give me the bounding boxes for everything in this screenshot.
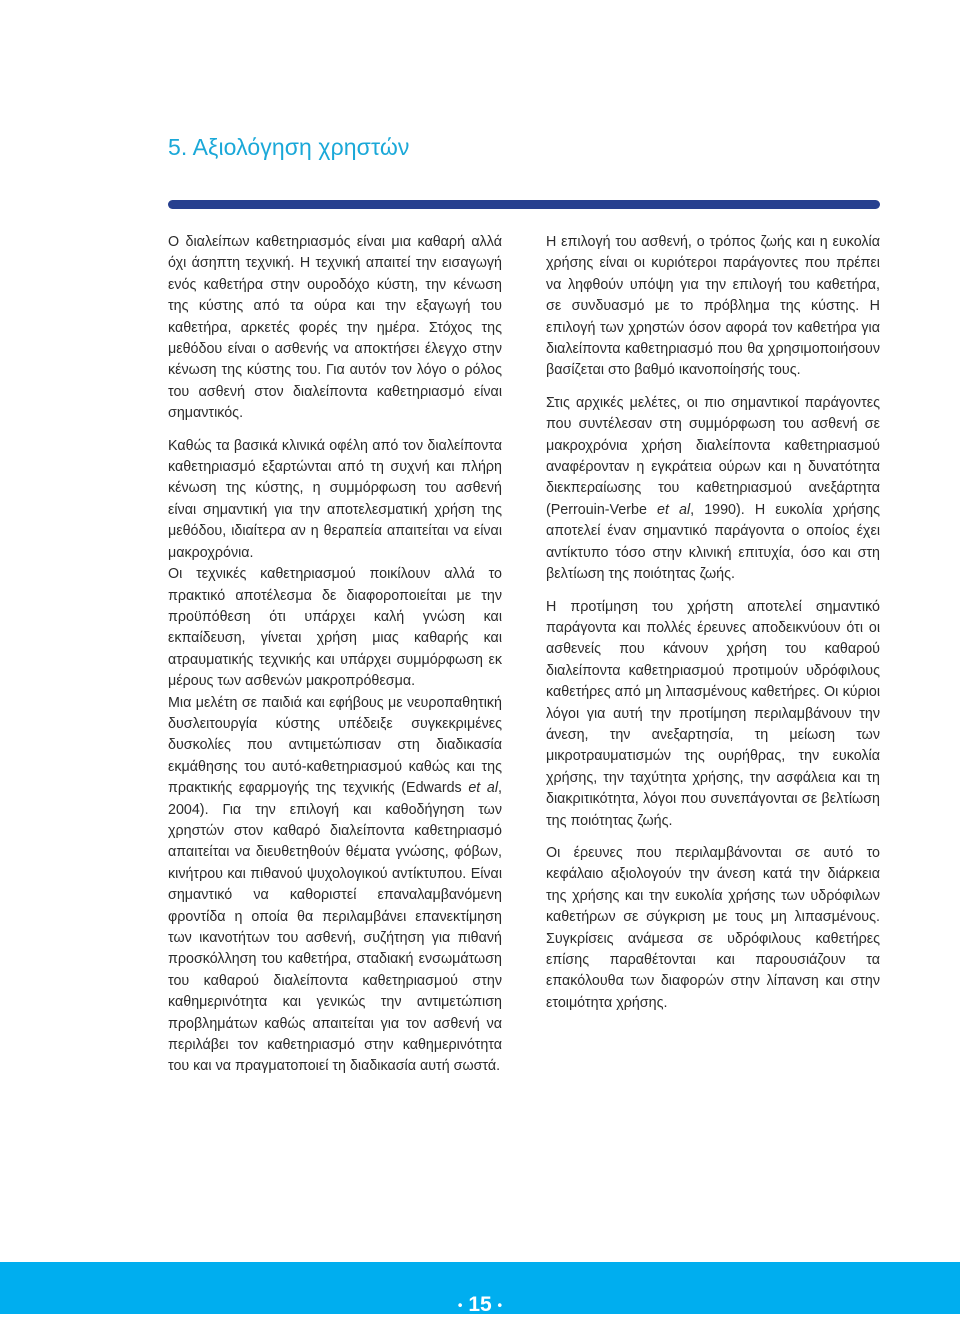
bullet-right: • <box>497 1297 503 1313</box>
paragraph: Οι τεχνικές καθετηριασμού ποικίλουν αλλά το πρακτικό αποτέλεσμα δε διαφοροποιείται με την προϋπόθεση ότι υπάρχει καλή γνώση και εκπαίδευση, γίνεται χρήση μιας καθαρής και ατραυματικής τεχνικής και υπάρχει συμμόρφωση εκ μέρους των ασθενών μακροπρόθεσμα. <box>168 566 502 690</box>
paragraph-text: Στις αρχικές μελέτες, οι πιο σημαντικοί παράγοντες που συντέλεσαν στη συμμόρφωση του ασθενή σε μακροχρόνια χρήση διαλείποντα καθετηριασμού αναφέρονταν η εγκράτεια ούρων και η δυνατότητα διεκπεραίωσης του καθετηριασμού ανεξάρτητα (Perrouin-Verbe <box>546 394 880 518</box>
page-number-value: 15 <box>468 1293 492 1316</box>
paragraph <box>168 693 502 1078</box>
paragraph: Η επιλογή του ασθενή, ο τρόπος ζωής και η ευκολία χρήσης είναι οι κυριότεροι παράγοντες που πρέπει να ληφθούν υπόψη για την επιλογή του καθετήρα, σε συνδυασμό με το πρόβλημα της κύστης. Η επιλογή των χρηστών όσον αφορά τον καθετήρα για διαλείποντα καθετηριασμό που θα χρησιμοποιήσουν βασίζεται στο βαθμό ικανοποίησής τους. <box>546 234 880 379</box>
paragraph-text: Μια μελέτη σε παιδιά και εφήβους με νευροπαθητική δυσλειτουργία κύστης υπέδειξε συγκεκριμένες δυσκολίες που αντιμετώπισαν στη διαδικασία εκμάθησης του αυτό-καθετηριασμού καθώς και της πρακτικής εφαρμογής της τεχνικής (Edwards <box>168 694 502 797</box>
paragraph: Η προτίμηση του χρήστη αποτελεί σημαντικό παράγοντα και πολλές έρευνες αποδεικνύουν ότι οι ασθενείς που κάνουν χρήση του καθαρού διαλείποντα καθετηριασμού προτιμούν υδρόφιλους καθετήρες από μη λιπασμένους καθετήρες. Οι κύριοι λόγοι για αυτή την προτίμηση περιλαμβάνουν την άνεση, την ανεξαρτησία, τη μείωση των μικροτραυματισμών της ουρήθρας, την ευκολία χρήσης, την ταχύτητα χρήσης, την ασφάλεια και τη διακριτικότητα, λόγοι που συνεπάγονται σε βελτίωση της ποιότητας ζωής. <box>546 598 880 829</box>
bullet-left: • <box>457 1297 463 1313</box>
paragraph: Οι έρευνες που περιλαμβάνονται σε αυτό το κεφάλαιο αξιολογούν την άνεση κατά την διάρκεια της χρήσης και την ευκολία χρήσης των υδρόφιλων καθετήρων σε σύγκριση με τους μη λιπασμένους. Συγκρίσεις ανάμεσα σε υδρόφιλους καθετήρες επίσης παραθέτονται και παρουσιάζουν τα επακόλουθα των διαφορών στην λίπανση και στην ετοιμότητα χρήσης. <box>546 844 880 1011</box>
paragraph-text: , 1990). Η ευκολία χρήσης αποτελεί έναν σημαντικό παράγοντα ο οποίος έχει αντίκτυπο τόσο στην κλινική επιτυχία, όσο και στη βελτίωση της ποιότητας ζωής. <box>546 501 880 583</box>
paragraph: Καθώς τα βασικά κλινικά οφέλη από τον διαλείποντα καθετηριασμό εξαρτώνται από τη συχνή και πλήρη κένωση της κύστης, η συμμόρφωση του ασθενή είναι σημαντική για την αποτελεσματική χρήση της μεθόδου, ιδιαίτερα αν η θεραπεία απαιτείται να είναι μακροχρόνια. <box>168 437 502 561</box>
left-column <box>168 232 502 1089</box>
paragraph <box>546 393 880 586</box>
citation-etal: et al <box>468 780 499 797</box>
page-number <box>0 1292 960 1318</box>
citation-etal: et al <box>657 501 691 518</box>
paragraph: Ο διαλείπων καθετηριασμός είναι μια καθαρή αλλά όχι άσηπτη τεχνική. Η τεχνική απαιτεί την εισαγωγή ενός καθετήρα στην ουροδόχο κύστη, την κένωση της κύστης από τα ούρα και την εξαγωγή του καθετήρα, αρκετές φορές την ημέρα. Στόχος της μεθόδου είναι ο ασθενής να αποκτήσει έλεγχο στην κένωση της κύστης του. Για αυτόν τον λόγο ο ρόλος του ασθενή στον διαλείποντα καθετηριασμό είναι σημαντικός. <box>168 234 502 422</box>
paragraph-text: , 2004). Για την επιλογή και καθοδήγηση των χρηστών στον καθαρό διαλείποντα καθετηριασμό απαιτείται να διευθετηθούν θέματα γνώσης, φόβων, κινήτρου και πιθανού ψυχολογικού αντίκτυπου. Είναι σημαντικό να καθοριστεί επαναλαμβανόμενη φροντίδα η οποία θα περιλαμβάνει επανεκτίμηση των ικανοτήτων του ασθενή, συζήτηση για πιθανή προσκόλληση του καθετήρα, σταδιακή ενσωμάτωση του καθαρού διαλείποντα καθετηριασμού στην καθημερινότητα και γενικώς την αντιμετώπιση προβλημάτων καθώς απαιτείται για τον ασθενή να περιλάβει τον καθετηριασμό στην καθημερινότητα του και να πραγματοποιεί τη διαδικασία αυτή σωστά. <box>168 780 502 1075</box>
section-title: 5. Αξιολόγηση χρηστών <box>168 134 410 160</box>
right-column <box>546 232 880 1025</box>
title-divider <box>168 200 880 209</box>
